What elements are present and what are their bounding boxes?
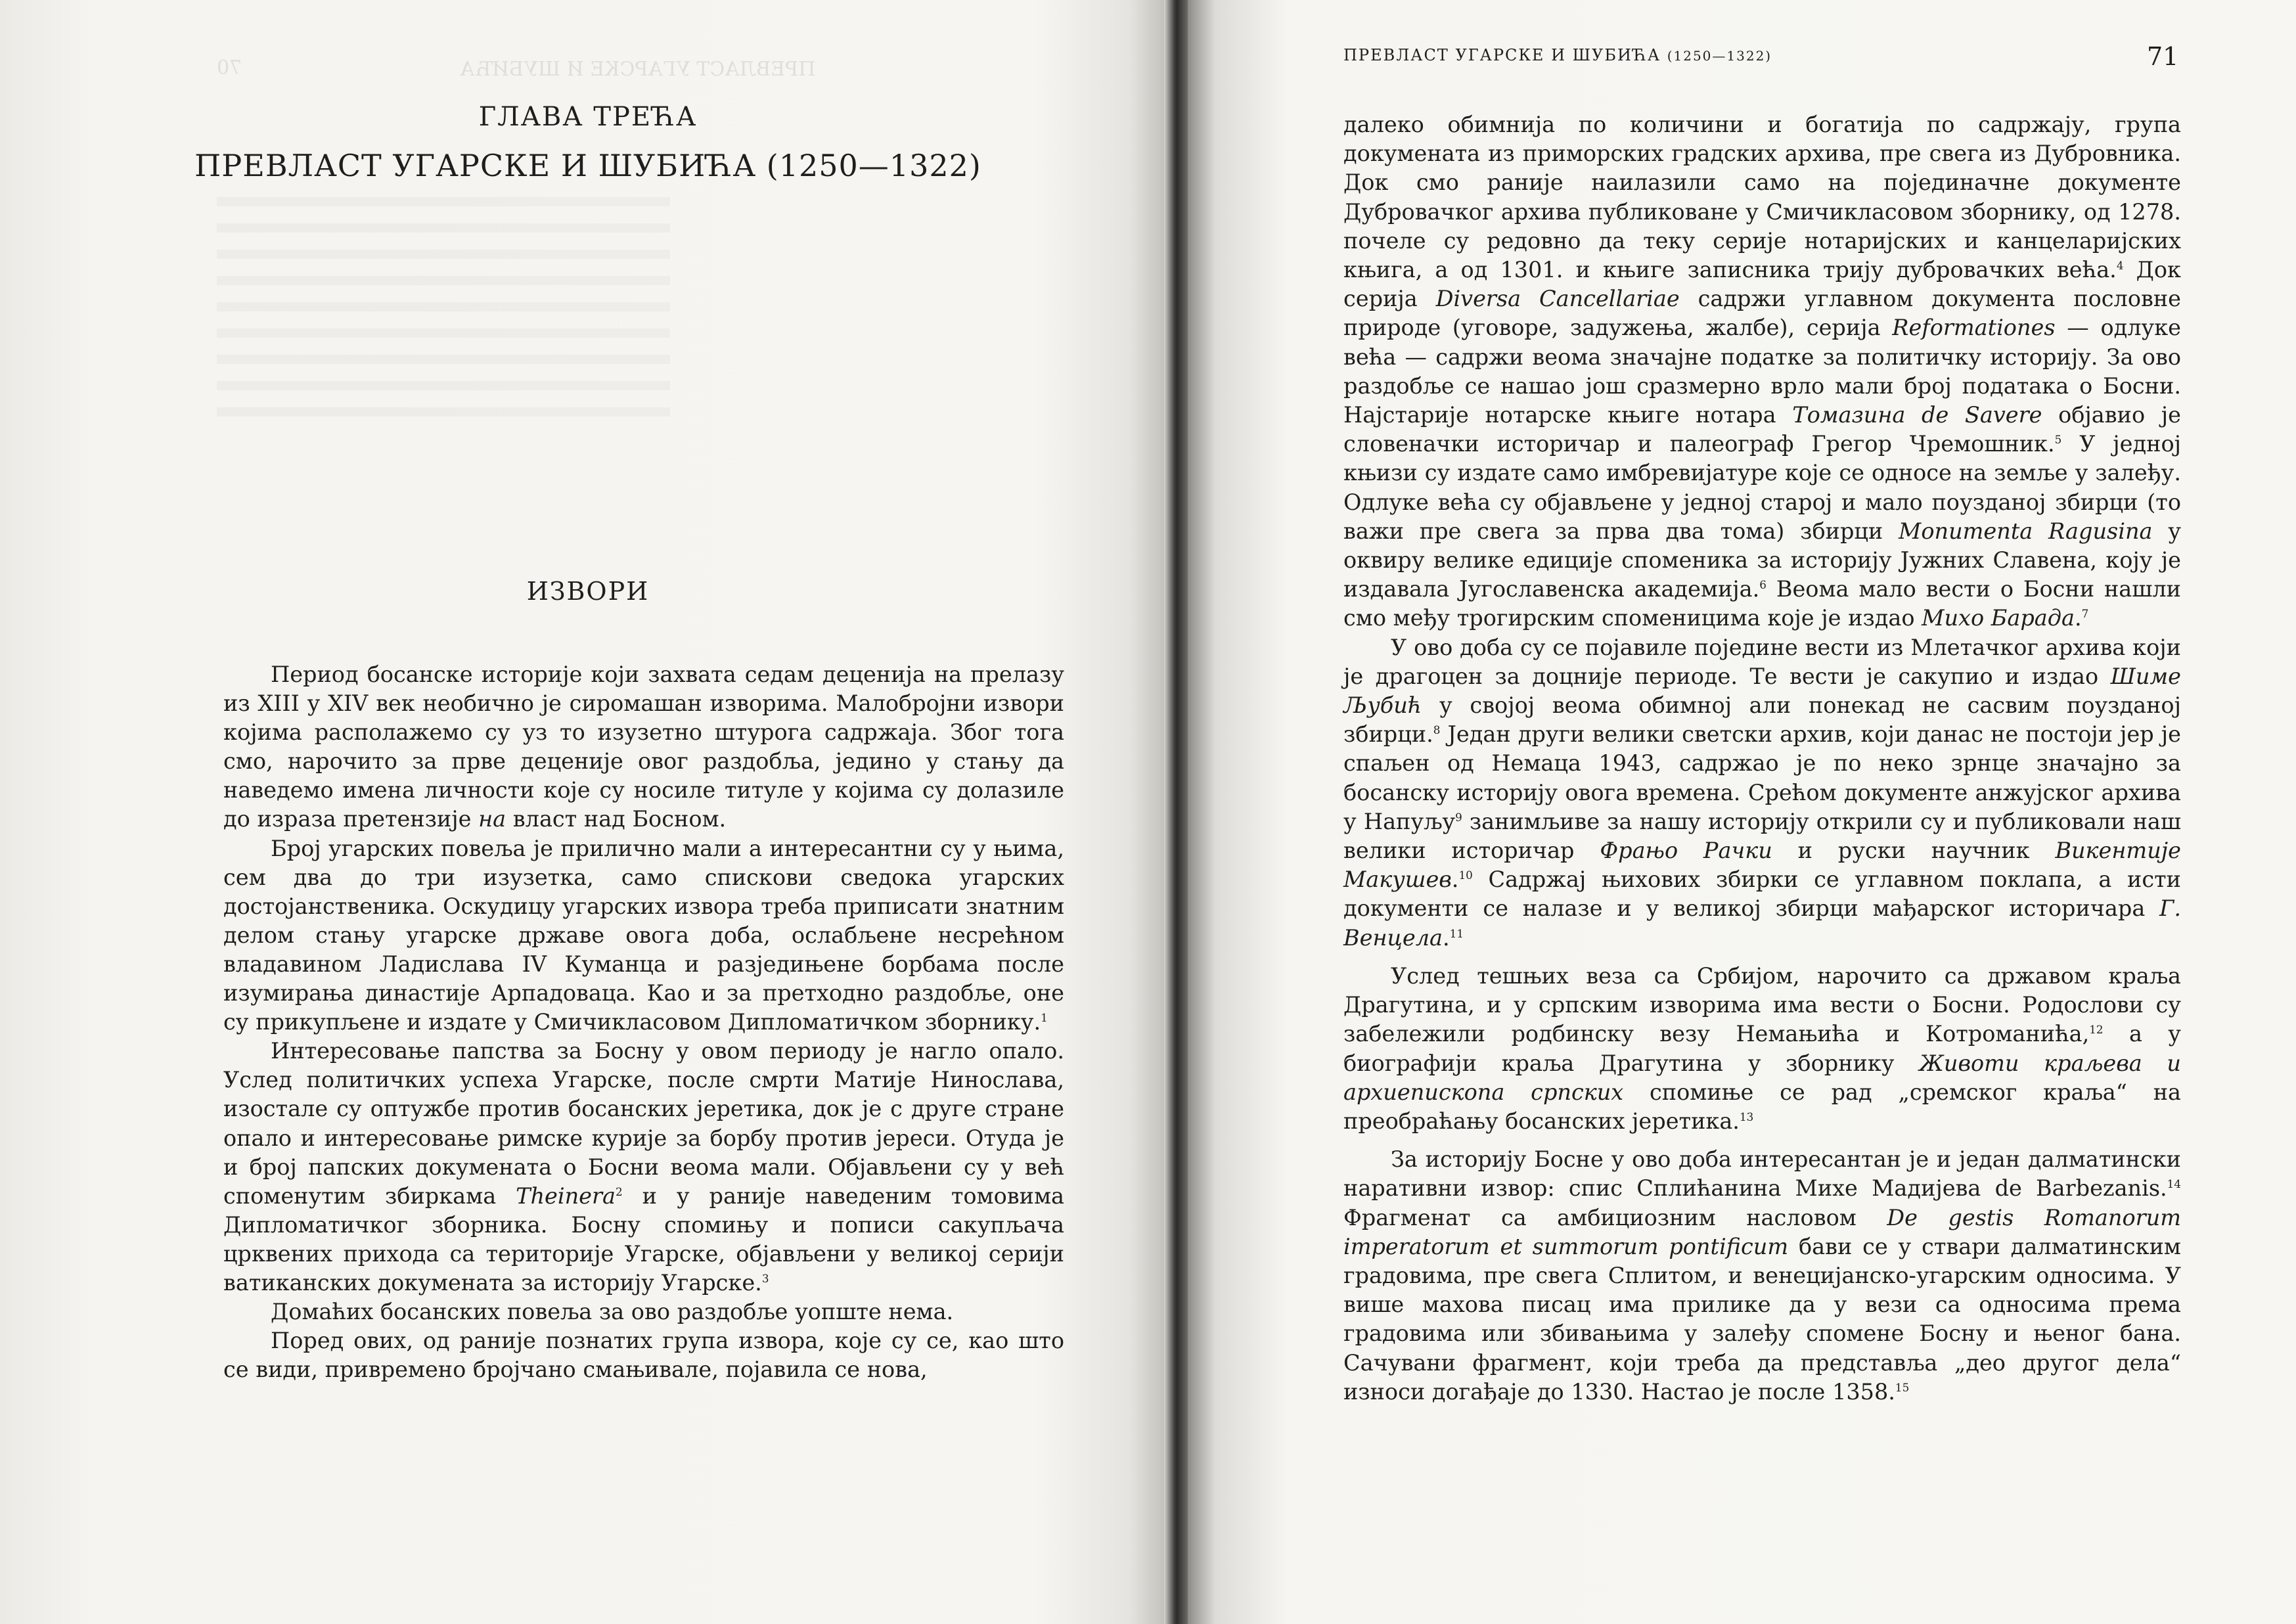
bleed-through-text bbox=[217, 197, 670, 434]
paragraph: Период босанске историје који захвата седам деценија на прелазу из XIII у XIV век необично је сиромашан изворима. Малобројни извори којима располажемо су уз то изузетно штурога садржаја. Због тога смо, нарочито за прве деценије овог раздобља, једино у стању да наведемо имена личности које су носиле титуле у којима су долазиле до израза претензије на власт над Босном. bbox=[223, 662, 1064, 832]
footnote-ref: 14 bbox=[2167, 1177, 2181, 1191]
page-number: 71 bbox=[2147, 42, 2179, 71]
paragraph: Број угарских повеља је прилично мали а интересантни су у њима, сем два до три изузетка, само спискови сведока угарских достојанственика. Оскудицу угарских извора треба приписати знатним делом стању угарске државе овога доба, ослабљене несрећном владавином Ладислава IV Куманца и разједињене борбама после изумирања династије Арпадоваца. Као и за претходно раздобље, оне су прикупљене и издате у Смичикласовом Дипломатичком зборнику.$^1$ bbox=[223, 835, 1064, 1035]
running-head: ПРЕВЛАСТ УГАРСКЕ И ШУБИЋА (1250—1322) bbox=[1343, 46, 1772, 64]
book-gutter bbox=[1164, 0, 1188, 1624]
footnote-ref: 10 bbox=[1458, 868, 1473, 882]
footnote-ref: 8 bbox=[1433, 723, 1441, 737]
left-body-text bbox=[223, 660, 1064, 1384]
paragraph: У ово доба су се појавиле поједине вести из Млетачког архива који је драгоцен за доцније периоде. Те вести је сакупио и издао Шиме Љубић у својој веома обимној али понекад не сасвим поузданој збирци.$^8$ Један други велики светски архив, који данас не постоји јер је спаљен од Немаца 1943, садржао је по неко зрнце значајно за босанску историју овога времена. Срећом документе анжујског архива у Напуљу$^9$ занимљиве за нашу историју открили су и публиковали наш велики историчар Фрањо Рачки и руски научник Викентије Макушев.$^{10}$ Садржај њихових збирки се углавном поклапа, а исти документи се налазе и у великој збирци мађарског историчара Г. Венцела.$^{11}$ bbox=[1343, 634, 2182, 951]
chapter-title: ПРЕВЛАСТ УГАРСКЕ И ШУБИЋА (1250—1322) bbox=[194, 148, 981, 183]
section-heading: ИЗВОРИ bbox=[526, 577, 650, 606]
paragraph: Домаћих босанских повеља за ово раздобље уопште нема. bbox=[271, 1299, 954, 1325]
footnote-ref: 4 bbox=[2116, 258, 2124, 272]
footnote-ref: 1 bbox=[1041, 1010, 1048, 1024]
footnote-ref: 13 bbox=[1739, 1110, 1754, 1123]
bleed-running-head: ПРЕВЛАСТ УГАРСКЕ И ШУБИЋА bbox=[460, 58, 816, 81]
footnote-ref: 15 bbox=[1895, 1380, 1910, 1394]
paragraph: далеко обимнија по количини и богатија по садржају, група докумената из приморских градских архива, пре свега из Дубровника. Док смо раније наилазили само на појединачне документе Дубровачког архива публиковане у Смичикласовом зборнику, од 1278. почеле су редовно да теку серије нотаријских и канцеларијских књига, а од 1301. и књиге записника трију дубровачких већа.$^4$ Док серија Diversa Cancellariae садржи углавном документа пословне природе (уговоре, задужења, жалбе), серија Reformationes — одлуке већа — садржи веома значајне податке за политичку историју. За ово раздобље се нашао још сразмерно врло мали број података о Босни. Најстарије нотарске књиге нотара Томазина de Savere објавио је словеначки историчар и палеограф Грегор Чремошник.$^5$ У једној књизи су издате само имбревијатуре које се односе на земље у залеђу. Одлуке већа су објављене у једној старој и мало поузданој збирци (то важи пре свега за прва два тома) збирци Monumenta Ragusina у оквиру велике едиције споменика за историју Јужних Славена, коју је издавала Југославенска академија.$^6$ Веома мало вести о Босни нашли смо међу трогирским споменицима које је издао Михо Барада.$^7$ bbox=[1343, 112, 2182, 631]
chapter-label: ГЛАВА ТРЕЋА bbox=[478, 102, 698, 132]
right-body-text bbox=[1343, 110, 2181, 1407]
footnote-ref: 3 bbox=[761, 1271, 769, 1285]
footnote-ref: 7 bbox=[2081, 607, 2089, 621]
footnote-ref: 2 bbox=[616, 1184, 623, 1198]
paragraph: Поред ових, од раније познатих група извора, које су се, као што се види, привремено бројчано смањивале, појавила се нова, bbox=[223, 1328, 1064, 1383]
paragraph: За историју Босне у ово доба интересантан је и један далматински наративни извор: спис Сплићанина Михе Мадијева de Barbezanis.$^{14}$ Фрагменат са амбициозним насловом De gestis Romanorum imperatorum et summorum pontificum бави се у ствари далматинским градовима, пре свега Сплитом, и венецијанско-угарским односима. У више махова писац има прилике да у вези са односима према градовима или збивањима у залеђу спомене Босну и њеног бана. Сачувани фрагмент, који треба да представља „део другог дела“ износи догађаје до 1330. Настао је после 1358.15 bbox=[1343, 1146, 2181, 1405]
paragraph: Интересовање папства за Босну у овом периоду је нагло опало. Услед политичких успеха Угарске, после смрти Матије Нинослава, изостале су оптужбе против босанских јеретика, док је с друге стране опало и интересовање римске курије за борбу против јереси. Отуда је и број папских докумената о Босни веома мали. Објављени су у већ споменутим збиркама Theinera$^2$ и у раније наведеним томовима Дипломатичког зборника. Босну спомињу и пописи сакупљача црквених прихода са територије Угарске, објављени у великој серији ватиканских докумената за историју Угарске.$^3$ bbox=[223, 1038, 1064, 1296]
footnote-ref: 5 bbox=[2054, 433, 2062, 447]
bleed-page-number: 70 bbox=[217, 56, 242, 79]
footnote-ref: 12 bbox=[2089, 1023, 2104, 1037]
paragraph: Услед тешњих веза са Србијом, нарочито са државом краља Драгутина, и у српским изворима има вести о Босни. Родослови су забележили родбинску везу Немањића и Котроманића,$^{12}$ а у биографији краља Драгутина у зборнику Животи краљева и архиепископа српских спомиње се рад „сремског краља“ на преобраћању босанских јеретика.$^{13}$ bbox=[1343, 962, 2181, 1134]
footnote-ref: 11 bbox=[1449, 926, 1464, 940]
footnote-ref: 9 bbox=[1455, 810, 1462, 824]
footnote-ref: 6 bbox=[1759, 578, 1767, 592]
